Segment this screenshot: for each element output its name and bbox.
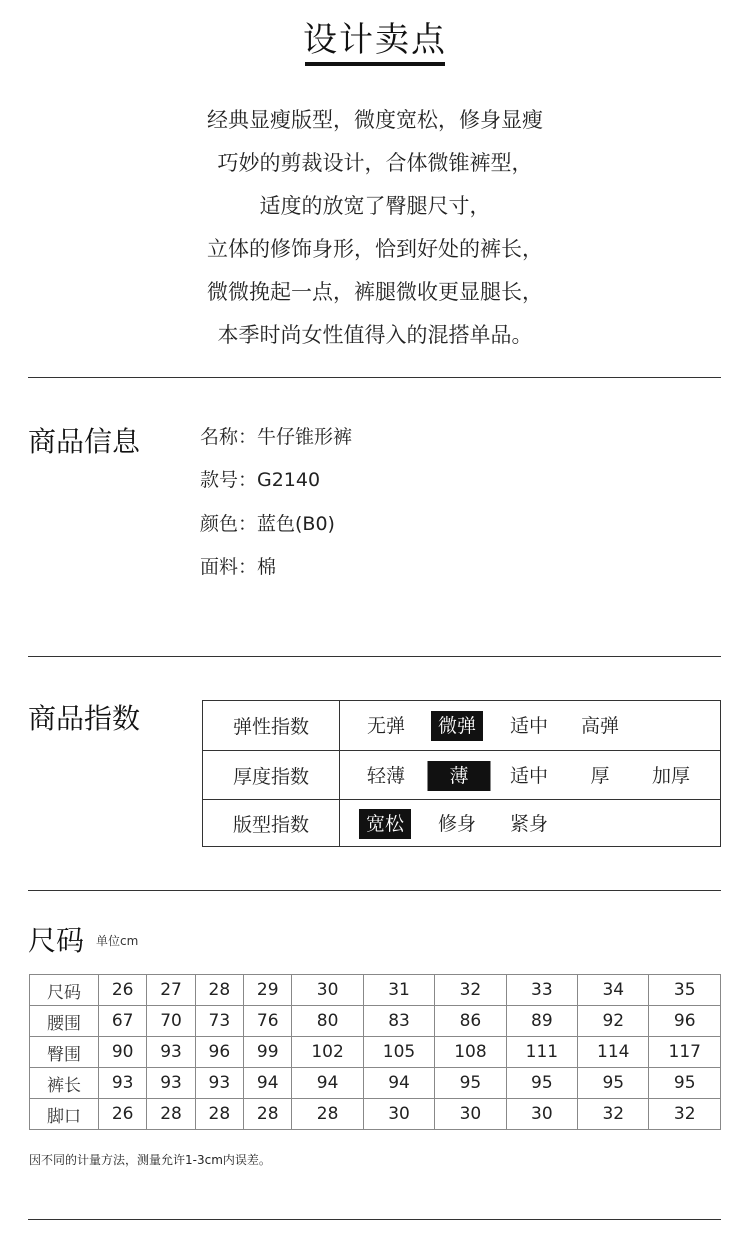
thickness-option: 适中 [509,764,549,787]
table-cell: 30 [506,1099,577,1130]
info-fabric: 面料：棉 [200,556,277,578]
table-row-header: 脚口 [30,1099,99,1130]
table-cell: 27 [147,975,195,1006]
index-table [202,700,721,847]
table-cell: 108 [435,1037,506,1068]
thickness-option: 薄 [427,761,490,791]
design-line: 经典显瘦版型，微度宽松，修身显瘦 [207,108,543,132]
table-cell: 94 [244,1068,292,1099]
table-cell: 105 [363,1037,434,1068]
table-cell: 26 [99,1099,147,1130]
table-cell: 28 [147,1099,195,1130]
elasticity-option: 适中 [509,714,549,737]
size-table [29,974,721,1130]
table-row [30,1037,721,1068]
elasticity-option: 微弹 [431,711,483,741]
table-cell: 96 [195,1037,243,1068]
table-cell: 34 [578,975,649,1006]
table-cell: 93 [99,1068,147,1099]
table-cell: 35 [649,975,721,1006]
design-line: 适度的放宽了臀腿尺寸， [259,194,491,218]
table-row [30,1068,721,1099]
table-cell: 95 [435,1068,506,1099]
thickness-option: 厚 [590,764,610,787]
table-cell: 29 [244,975,292,1006]
table-cell: 80 [292,1006,363,1037]
table-cell: 93 [195,1068,243,1099]
fit-option: 宽松 [359,809,411,839]
title-underline [305,62,445,66]
section-divider [28,656,721,657]
table-row [30,1099,721,1130]
design-line: 本季时尚女性值得入的混搭单品。 [217,323,533,347]
table-cell: 30 [435,1099,506,1130]
table-cell: 32 [578,1099,649,1130]
table-row-header: 尺码 [30,975,99,1006]
table-cell: 32 [435,975,506,1006]
elasticity-label: 弹性指数 [203,701,340,750]
size-unit: 单位cm [96,934,139,948]
info-heading: 商品信息 [28,425,141,458]
table-cell: 94 [363,1068,434,1099]
elasticity-row [203,701,720,750]
thickness-label: 厚度指数 [203,751,340,800]
table-cell: 67 [99,1006,147,1037]
table-row [30,1006,721,1037]
table-row-header: 臀围 [30,1037,99,1068]
table-cell: 76 [244,1006,292,1037]
table-cell: 73 [195,1006,243,1037]
thickness-option: 加厚 [651,764,691,787]
table-cell: 28 [195,975,243,1006]
table-cell: 89 [506,1006,577,1037]
table-cell: 33 [506,975,577,1006]
table-cell: 114 [578,1037,649,1068]
index-heading: 商品指数 [28,702,141,735]
info-style-number: 款号：G2140 [200,469,321,491]
info-color: 颜色：蓝色(B0) [200,513,335,535]
section-divider [28,890,721,891]
table-cell: 28 [244,1099,292,1130]
design-line: 微微挽起一点，裤腿微收更显腿长， [207,280,543,304]
table-row-header: 裤长 [30,1068,99,1099]
size-note: 因不同的计量方法，测量允许1-3cm内误差。 [29,1153,271,1167]
table-row [30,975,721,1006]
size-heading: 尺码 [28,924,85,957]
table-cell: 26 [99,975,147,1006]
table-cell: 90 [99,1037,147,1068]
table-cell: 31 [363,975,434,1006]
table-cell: 95 [578,1068,649,1099]
info-name: 名称：牛仔锥形裤 [200,426,353,448]
design-line: 立体的修饰身形，恰到好处的裤长， [207,237,543,261]
table-cell: 93 [147,1037,195,1068]
table-cell: 70 [147,1006,195,1037]
elasticity-option: 无弹 [366,714,406,737]
design-title: 设计卖点 [303,20,447,60]
table-cell: 92 [578,1006,649,1037]
table-cell: 111 [506,1037,577,1068]
section-divider [28,1219,721,1220]
table-cell: 99 [244,1037,292,1068]
table-cell: 86 [435,1006,506,1037]
table-cell: 30 [292,975,363,1006]
thickness-option: 轻薄 [366,764,406,787]
fit-label: 版型指数 [203,800,340,847]
design-line: 巧妙的剪裁设计，合体微锥裤型， [217,151,533,175]
fit-option: 修身 [437,812,477,835]
fit-row [203,799,720,847]
table-cell: 30 [363,1099,434,1130]
table-row-header: 腰围 [30,1006,99,1037]
table-cell: 102 [292,1037,363,1068]
section-divider [28,377,721,378]
table-cell: 28 [292,1099,363,1130]
table-cell: 94 [292,1068,363,1099]
table-cell: 32 [649,1099,721,1130]
fit-option: 紧身 [509,812,549,835]
table-cell: 95 [649,1068,721,1099]
table-cell: 96 [649,1006,721,1037]
table-cell: 83 [363,1006,434,1037]
table-cell: 93 [147,1068,195,1099]
thickness-row [203,750,720,800]
elasticity-option: 高弹 [580,714,620,737]
table-cell: 117 [649,1037,721,1068]
table-cell: 28 [195,1099,243,1130]
table-cell: 95 [506,1068,577,1099]
